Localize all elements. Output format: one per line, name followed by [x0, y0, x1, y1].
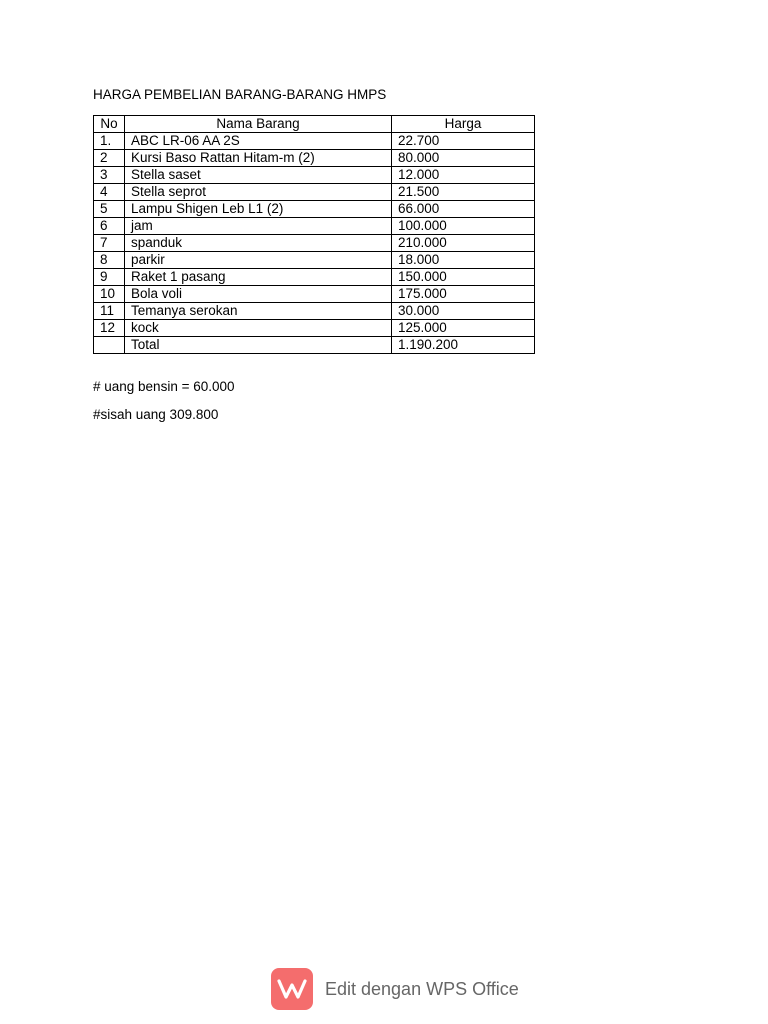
total-value: 1.190.200 [392, 337, 535, 354]
row-price: 30.000 [392, 303, 535, 320]
document-title: HARGA PEMBELIAN BARANG-BARANG HMPS [93, 87, 387, 102]
table-row [94, 184, 535, 201]
row-no: 11 [94, 303, 125, 320]
row-price: 18.000 [392, 252, 535, 269]
row-no: 6 [94, 218, 125, 235]
row-item-name: kock [125, 320, 392, 337]
row-no: 2 [94, 150, 125, 167]
row-price: 66.000 [392, 201, 535, 218]
table-row [94, 218, 535, 235]
table-row [94, 150, 535, 167]
header-no: No [94, 116, 125, 133]
total-label: Total [125, 337, 392, 354]
row-no: 12 [94, 320, 125, 337]
table-row [94, 269, 535, 286]
row-item-name: Bola voli [125, 286, 392, 303]
table-total-row [94, 337, 535, 354]
row-item-name: Kursi Baso Rattan Hitam-m (2) [125, 150, 392, 167]
row-item-name: parkir [125, 252, 392, 269]
row-price: 12.000 [392, 167, 535, 184]
row-item-name: jam [125, 218, 392, 235]
table-row [94, 286, 535, 303]
row-price: 210.000 [392, 235, 535, 252]
row-no: 8 [94, 252, 125, 269]
row-item-name: Temanya serokan [125, 303, 392, 320]
row-no: 7 [94, 235, 125, 252]
edit-with-wps-label: Edit dengan WPS Office [325, 978, 519, 999]
row-item-name: Lampu Shigen Leb L1 (2) [125, 201, 392, 218]
table-row [94, 167, 535, 184]
row-item-name: ABC LR-06 AA 2S [125, 133, 392, 150]
table-row [94, 235, 535, 252]
row-item-name: Stella saset [125, 167, 392, 184]
row-no: 9 [94, 269, 125, 286]
table-row [94, 252, 535, 269]
row-price: 125.000 [392, 320, 535, 337]
row-no: 5 [94, 201, 125, 218]
wps-logo-icon [271, 968, 313, 1010]
row-price: 175.000 [392, 286, 535, 303]
total-no-cell [94, 337, 125, 354]
row-price: 80.000 [392, 150, 535, 167]
row-price: 150.000 [392, 269, 535, 286]
table-header-row [94, 116, 535, 133]
row-price: 21.500 [392, 184, 535, 201]
table-row [94, 320, 535, 337]
table-row [94, 201, 535, 218]
price-table [93, 115, 535, 354]
row-item-name: Stella seprot [125, 184, 392, 201]
header-harga: Harga [392, 116, 535, 133]
note-fuel: # uang bensin = 60.000 [93, 379, 235, 394]
row-no: 3 [94, 167, 125, 184]
table-row [94, 303, 535, 320]
header-nama-barang: Nama Barang [125, 116, 392, 133]
row-item-name: spanduk [125, 235, 392, 252]
edit-with-wps-button[interactable] [271, 968, 519, 1010]
note-remaining: #sisah uang 309.800 [93, 407, 219, 422]
row-price: 100.000 [392, 218, 535, 235]
row-no: 1. [94, 133, 125, 150]
row-no: 10 [94, 286, 125, 303]
row-item-name: Raket 1 pasang [125, 269, 392, 286]
row-price: 22.700 [392, 133, 535, 150]
table-row [94, 133, 535, 150]
row-no: 4 [94, 184, 125, 201]
